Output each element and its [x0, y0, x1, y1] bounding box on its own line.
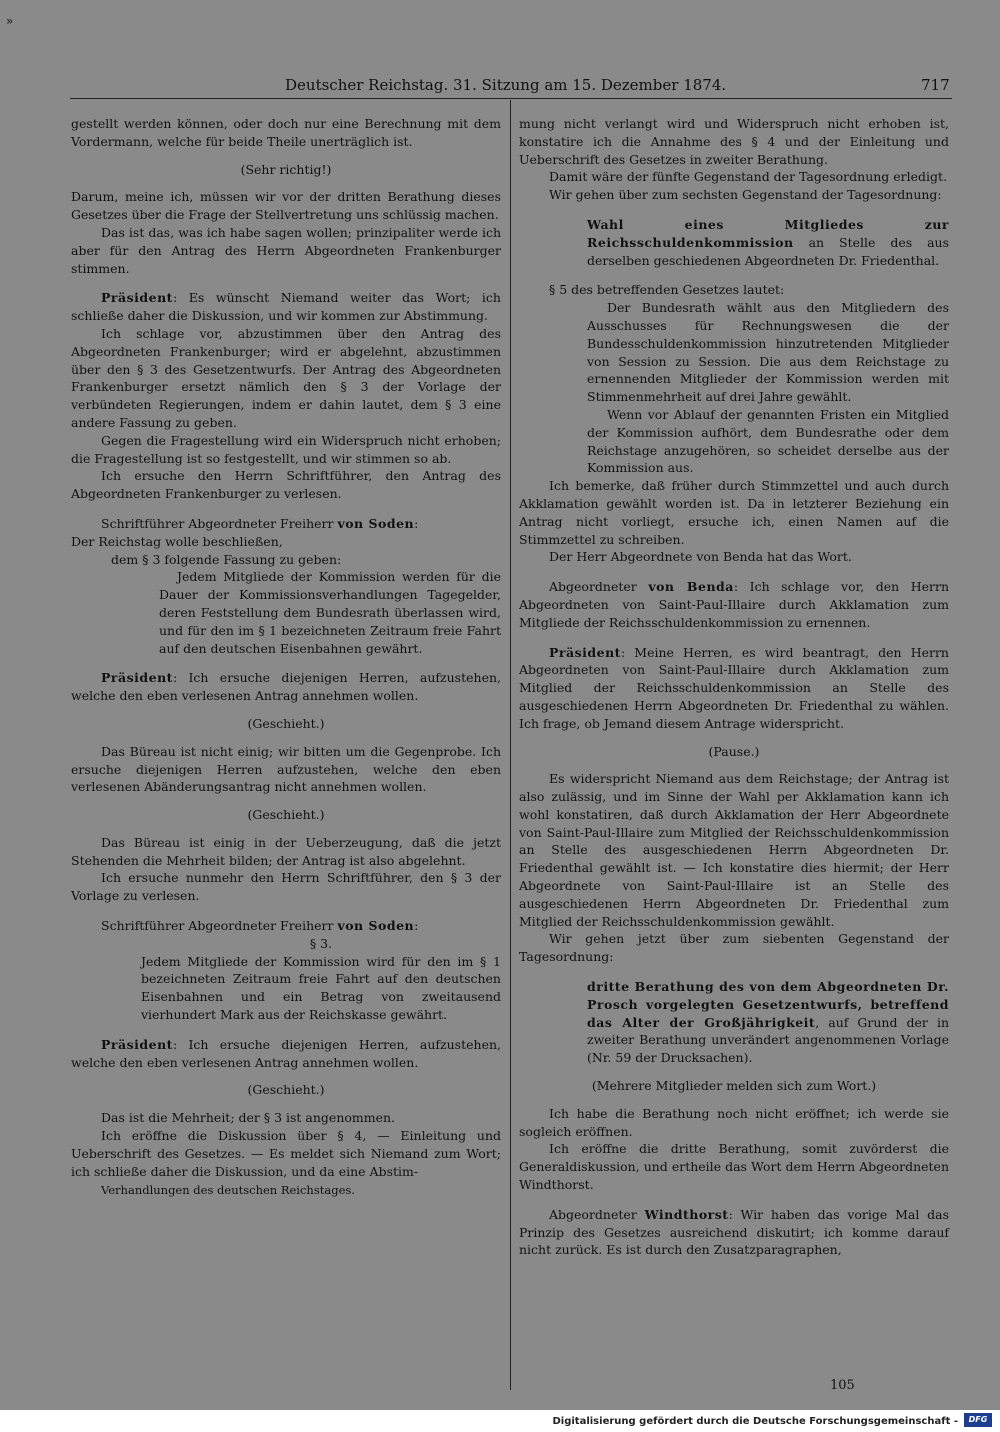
paragraph-text: (Geschieht.) — [247, 1082, 325, 1098]
left-column-paragraph — [71, 188, 501, 224]
paragraph-text: Wir gehen über zum sechsten Gegenstand der Tagesordnung: — [549, 187, 942, 203]
page-number: 717 — [921, 76, 950, 94]
left-column-paragraph — [71, 551, 501, 569]
paragraph-text: Das Büreau ist einig in der Ueberzeugung, daß die jetzt Stehenden die Mehrheit bilden; der Antrag ist also abgelehnt. — [71, 834, 501, 868]
left-column-paragraph — [71, 834, 501, 870]
left-column-paragraph — [71, 467, 501, 503]
paragraph-text: § 3. — [309, 935, 333, 951]
left-column-paragraph — [71, 806, 501, 824]
running-head: Deutscher Reichstag. 31. Sitzung am 15. Dezember 1874. — [285, 76, 727, 94]
left-column-paragraph — [71, 161, 501, 179]
paragraph-text: § 5 des betreffenden Gesetzes lautet: — [549, 282, 785, 298]
speaker-name: Präsident — [101, 670, 173, 686]
right-column-paragraph — [519, 1206, 949, 1259]
left-column-paragraph — [71, 432, 501, 468]
paragraph-text: Verhandlungen des deutschen Reichstages. — [101, 1183, 355, 1198]
paragraph-text: Ich habe die Berathung noch nicht eröffnet; ich werde sie sogleich eröffnen. — [519, 1105, 949, 1139]
paragraph-text: : — [414, 918, 419, 934]
paragraph-text: Es widerspricht Niemand aus dem Reichstage; der Antrag ist also zulässig, und im Sinne der Wahl per Akklamation kann ich wohl konstatiren, daß durch Akklamation der Herr Abgeordnete von Saint-Paul-Illaire zum Mitglied der Reichsschuldenkommission an Stelle des ausgeschiedenen Herrn Abgeordneten Dr. Friedenthal gewählt ist. — Ich konstatire dies hiermit; der Herr Abgeordnete von Saint-Paul-Illaire ist an Stelle des ausgeschiedenen Herrn Abgeordneten Dr. Friedenthal zum Mitglied der Reichsschuldenkommission gewählt. — [519, 771, 949, 929]
paragraph-text: gestellt werden können, oder doch nur eine Berechnung mit dem Vordermann, welche für beide Theile unerträglich ist. — [71, 116, 501, 149]
left-column-paragraph — [71, 935, 501, 953]
right-column-paragraph — [519, 281, 949, 299]
left-column-paragraph — [71, 224, 501, 277]
signature-number: 105 — [830, 1378, 855, 1393]
left-column-paragraph — [71, 953, 501, 1024]
paragraph-text: : Es wünscht Niemand weiter das Wort; ich schließe daher die Diskussion, und wir kommen zur Abstimmung. — [71, 290, 501, 324]
right-column-paragraph — [519, 168, 949, 186]
paragraph-text: Jedem Mitgliede der Kommission wird für den im § 1 bezeichneten Zeitraum freie Fahrt auf den deutschen Eisenbahnen und ein Betrag von zweitausend vierhundert Mark aus der Reichskasse gewährt. — [141, 953, 501, 1023]
left-column-paragraph — [71, 1036, 501, 1072]
right-column-paragraph — [519, 115, 949, 168]
right-column-paragraph — [519, 1140, 949, 1193]
right-column-paragraph — [519, 644, 949, 733]
paragraph-text: dem § 3 folgende Fassung zu geben: — [111, 551, 342, 567]
paragraph-text: : Meine Herren, es wird beantragt, den Herrn Abgeordneten von Saint-Paul-Illaire durch Akklamation zum Mitglied der Reichsschuldenkommission an Stelle des ausgeschiedenen Herrn Abgeordneten Dr. Friedenthal zu wählen. Ich frage, ob Jemand diesem Antrage widerspricht. — [519, 644, 949, 731]
paragraph-text: Ich schlage vor, abzustimmen über den Antrag des Abgeordneten Frankenburger; wird er abgelehnt, abzustimmen über den § 3 des Gesetzentwurfs. Der Antrag des Abgeordneten Frankenburger ersetzt nämlich den § 3 der Vorlage der verbündeten Regierungen, indem er dahin lautet, dem § 3 eine andere Fassung zu geben. — [71, 325, 501, 430]
agenda-item-title: Wahl eines Mitgliedes zur Reichsschuldenkommission — [587, 216, 949, 250]
left-column-paragraph — [71, 1081, 501, 1099]
paragraph-text: Ich bemerke, daß früher durch Stimmzettel und auch durch Akklamation gewählt worden ist. Da in letzterer Beziehung ein Antrag nicht vorliegt, ersuche ich, einen Namen auf die Stimmzettel zu schreiben. — [519, 478, 949, 547]
speaker-name: von Benda — [648, 579, 734, 595]
right-column-paragraph — [519, 930, 949, 966]
left-column-paragraph — [71, 289, 501, 325]
paragraph-text: (Mehrere Mitglieder melden sich zum Wort.) — [591, 1078, 877, 1094]
paragraph-text: (Sehr richtig!) — [240, 161, 332, 177]
left-column-paragraph — [71, 568, 501, 657]
right-column-paragraph — [519, 216, 949, 269]
right-column-paragraph — [519, 406, 949, 477]
paragraph-text: (Geschieht.) — [247, 715, 325, 731]
left-column — [71, 115, 501, 1200]
paragraph-text: Ich ersuche nunmehr den Herrn Schriftführer, den § 3 der Vorlage zu verlesen. — [71, 870, 501, 904]
paragraph-text: an Stelle des aus derselben geschiedenen Abgeordneten Dr. Friedenthal. — [587, 234, 949, 268]
paragraph-text: Damit wäre der fünfte Gegenstand der Tagesordnung erledigt. — [549, 169, 948, 185]
paragraph-text: Ich eröffne die dritte Berathung, somit zuvörderst die Generaldiskussion, und ertheile das Wort dem Herrn Abgeordneten Windthorst. — [519, 1141, 949, 1193]
left-column-paragraph — [71, 1182, 501, 1200]
right-column-paragraph — [519, 548, 949, 566]
paragraph-text: (Pause.) — [708, 743, 760, 759]
left-column-paragraph — [71, 917, 501, 935]
paragraph-text: Jedem Mitgliede der Kommission werden für die Dauer der Kommissionsverhandlungen Tagegelder, deren Feststellung dem Bundesrath überlassen wird, und für den im § 1 bezeichneten Zeitraum freie Fahrt auf den deutschen Eisenbahnen gewährt. — [159, 569, 501, 656]
paragraph-text: Das ist die Mehrheit; der § 3 ist angenommen. — [101, 1110, 396, 1126]
speaker-name: Windthorst — [644, 1206, 729, 1222]
paragraph-text: Das ist das, was ich habe sagen wollen; prinzipaliter werde ich aber für den Antrag des Herrn Abgeordneten Frankenburger stimmen. — [71, 224, 501, 276]
speaker-name: von Soden — [337, 918, 415, 934]
column-rule — [510, 100, 511, 1390]
paragraph-text: : Ich schlage vor, den Herrn Abgeordneten von Saint-Paul-Illaire durch Akklamation zum Mitgliede der Reichsschuldenkommission zu ernennen. — [519, 579, 950, 630]
right-column-paragraph — [519, 299, 949, 406]
right-column-paragraph — [519, 743, 949, 761]
paragraph-text: Gegen die Fragestellung wird ein Widerspruch nicht erhoben; die Fragestellung ist so festgestellt, und wir stimmen so ab. — [71, 432, 501, 466]
digitization-credit: Digitalisierung gefördert durch die Deutsche Forschungsgemeinschaft - — [552, 1416, 958, 1427]
paragraph-text: Schriftführer Abgeordneter Freiherr — [101, 515, 338, 531]
header-rule — [70, 98, 952, 99]
left-column-paragraph — [71, 669, 501, 705]
left-column-paragraph — [71, 1127, 501, 1180]
right-column-paragraph — [519, 477, 949, 548]
left-column-paragraph — [71, 115, 501, 151]
speaker-name: Präsident — [549, 644, 621, 660]
paragraph-text: Wir gehen jetzt über zum siebenten Gegenstand der Tagesordnung: — [519, 931, 949, 965]
paragraph-text: Abgeordneter — [549, 579, 649, 595]
right-column-paragraph — [519, 578, 949, 631]
paragraph-text: Das Büreau ist nicht einig; wir bitten um die Gegenprobe. Ich ersuche diejenigen Herren aufzustehen, welche den eben verlesenen Abänderungsantrag nicht annehmen wollen. — [71, 743, 501, 795]
right-column-paragraph — [519, 186, 949, 204]
speaker-name: von Soden — [337, 515, 415, 531]
right-column-paragraph — [519, 978, 949, 1067]
left-column-paragraph — [71, 869, 501, 905]
left-column-paragraph — [71, 715, 501, 733]
paragraph-text: Darum, meine ich, müssen wir vor der dritten Berathung dieses Gesetzes über die Frage der Stellvertretung uns schlüssig machen. — [71, 189, 501, 223]
left-column-paragraph — [71, 515, 501, 533]
left-column-paragraph — [71, 533, 501, 551]
agenda-item-title: dritte Berathung des von dem Abgeordneten Dr. Prosch vorgelegten Gesetzentwurfs, betreffend das Alter der Großjährigkeit — [587, 979, 949, 1030]
right-column — [519, 115, 949, 1259]
left-column-paragraph — [71, 1109, 501, 1127]
paragraph-text: Wenn vor Ablauf der genannten Fristen ein Mitglied der Kommission aufhört, dem Bundesrathe oder dem Reichstage anzugehören, so scheidet derselbe aus der Kommission aus. — [587, 406, 949, 476]
paragraph-text: Der Bundesrath wählt aus den Mitgliedern des Ausschusses für Rechnungswesen die der Bundesschuldenkommission hinzutretenden Mitglieder von Session zu Session. Die aus dem Reichstage zu ernennenden Mitglieder der Kommission werden mit Stimmenmehrheit auf drei Jahre gewählt. — [587, 300, 949, 405]
paragraph-text: Ich ersuche den Herrn Schriftführer, den Antrag des Abgeordneten Frankenburger zu verlesen. — [71, 468, 501, 502]
paragraph-text: : Wir haben das vorige Mal das Prinzip des Gesetzes ausreichend diskutirt; ich komme darauf nicht zurück. Es ist durch den Zusatzparagraphen, — [519, 1206, 949, 1258]
right-column-paragraph — [519, 770, 949, 930]
dfg-logo-icon: DFG — [964, 1413, 992, 1427]
paragraph-text: : Ich ersuche diejenigen Herren, aufzustehen, welche den eben verlesenen Antrag annehmen wollen. — [71, 670, 501, 704]
corner-mark: » — [6, 14, 14, 28]
right-column-paragraph — [519, 1077, 949, 1095]
paragraph-text: , auf Grund der in zweiter Berathung unverändert angenommenen Vorlage (Nr. 59 der Drucksachen). — [587, 1014, 949, 1066]
paragraph-text: Der Reichstag wolle beschließen, — [71, 533, 283, 549]
paragraph-text: Abgeordneter — [549, 1206, 645, 1222]
left-column-paragraph — [71, 325, 501, 432]
speaker-name: Präsident — [101, 1036, 173, 1052]
paragraph-text: Ich eröffne die Diskussion über § 4, — Einleitung und Ueberschrift des Gesetzes. — Es meldet sich Niemand zum Wort; ich schließe daher die Diskussion, und da eine Abstim- — [71, 1128, 501, 1179]
right-column-paragraph — [519, 1105, 949, 1141]
paragraph-text: mung nicht verlangt wird und Widerspruch nicht erhoben ist, konstatire ich die Annahme des § 4 und der Einleitung und Ueberschrift des Gesetzes in zweiter Berathung. — [519, 116, 949, 167]
paragraph-text: : Ich ersuche diejenigen Herren, aufzustehen, welche den eben verlesenen Antrag annehmen wollen. — [71, 1036, 501, 1070]
speaker-name: Präsident — [101, 290, 173, 306]
paragraph-text: : — [414, 515, 419, 531]
left-column-paragraph — [71, 743, 501, 796]
paragraph-text: (Geschieht.) — [247, 807, 325, 823]
paragraph-text: Der Herr Abgeordnete von Benda hat das Wort. — [549, 549, 852, 565]
paragraph-text: Schriftführer Abgeordneter Freiherr — [101, 918, 338, 934]
